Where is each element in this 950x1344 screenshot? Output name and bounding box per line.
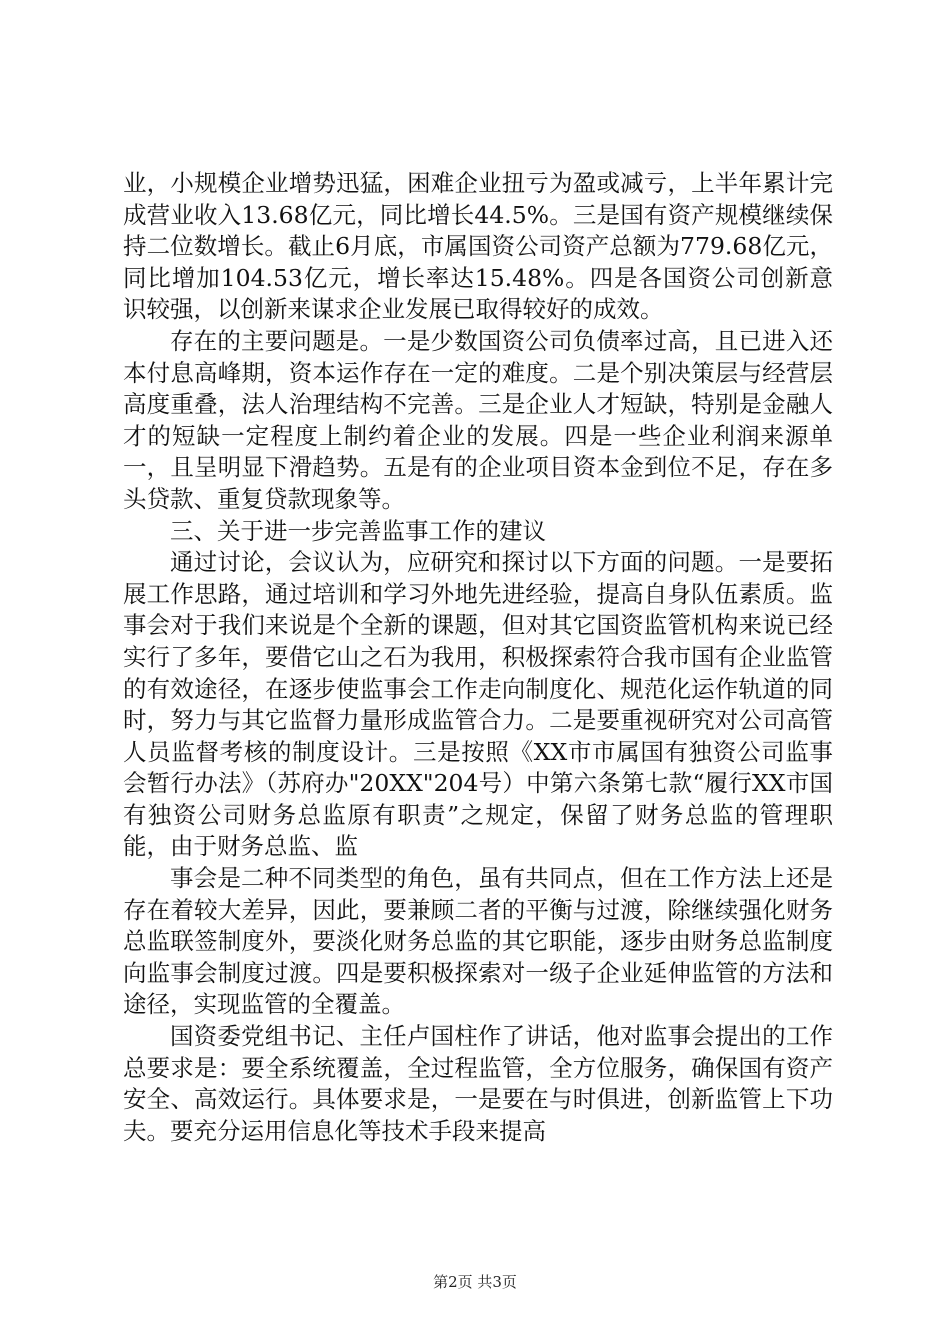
document-body — [123, 168, 833, 1147]
paragraph-3: 通过讨论，会议认为，应研究和探讨以下方面的问题。一是要拓展工作思路，通过培训和学习外地先进经验，提高自身队伍素质。监事会对于我们来说是个全新的课题，但对其它国资监管机构来说已经实行了多年，要借它山之石为我用，积极探索符合我市国有企业监管的有效途径，在逐步使监事会工作走向制度化、规范化运作轨道的同时，努力与其它监督力量形成监管合力。二是要重视研究对公司高管人员监督考核的制度设计。三是按照《XX市市属国有独资公司监事会暂行办法》（苏府办"20XX"204号）中第六条第七款“履行XX市国有独资公司财务总监原有职责”之规定，保留了财务总监的管理职能，由于财务总监、监 — [123, 548, 833, 861]
paragraph-4: 事会是二种不同类型的角色，虽有共同点，但在工作方法上还是存在着较大差异，因此，要兼顾二者的平衡与过渡，除继续强化财务总监联签制度外，要淡化财务总监的其它职能，逐步由财务总监制度向监事会制度过渡。四是要积极探索对一级子企业延伸监管的方法和途径，实现监管的全覆盖。 — [123, 864, 833, 1019]
paragraph-2: 存在的主要问题是。一是少数国资公司负债率过高，且已进入还本付息高峰期，资本运作存在一定的难度。二是个别决策层与经营层高度重叠，法人治理结构不完善。三是企业人才短缺，特别是金融人才的短缺一定程度上制约着企业的发展。四是一些企业利润来源单一，且呈明显下滑趋势。五是有的企业项目资本金到位不足，存在多头贷款、重复贷款现象等。 — [123, 326, 833, 513]
paragraph-1: 业，小规模企业增势迅猛，困难企业扭亏为盈或减亏，上半年累计完成营业收入13.68亿元，同比增长44.5%。三是国有资产规模继续保持二位数增长。截止6月底，市属国资公司资产总额为779.68亿元，同比增加104.53亿元，增长率达15.48%。四是各国资公司创新意识较强，以创新来谋求企业发展已取得较好的成效。 — [123, 169, 833, 324]
paragraph-5: 国资委党组书记、主任卢国柱作了讲话，他对监事会提出的工作总要求是：要全系统覆盖，全过程监管，全方位服务，确保国有资产安全、高效运行。具体要求是，一是要在与时俱进，创新监管上下功夫。要充分运用信息化等技术手段来提高 — [123, 1022, 833, 1145]
section-heading: 三、关于进一步完善监事工作的建议 — [170, 516, 546, 545]
page-number: 第2页 共3页 — [433, 1273, 517, 1291]
